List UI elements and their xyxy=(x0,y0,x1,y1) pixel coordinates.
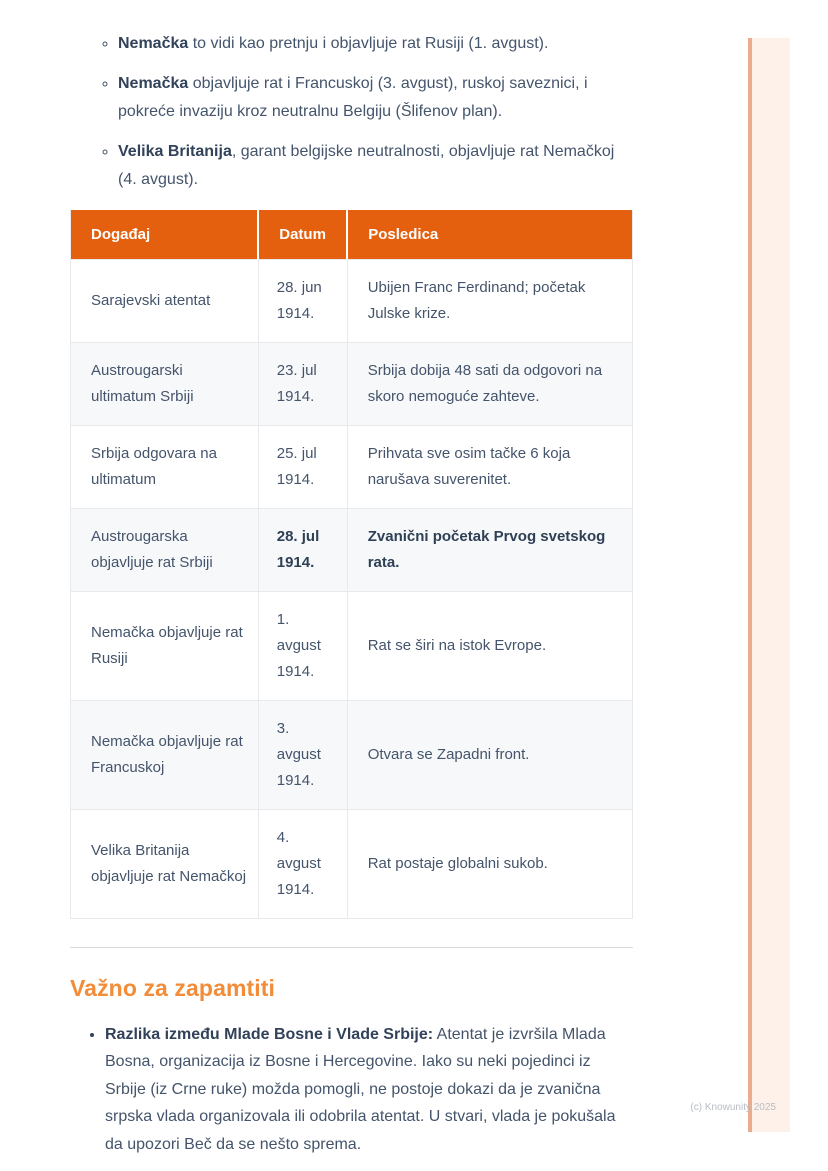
list-item xyxy=(118,138,633,195)
list-item-text: to vidi kao pretnju i objavljuje rat Rusiji (1. avgust). xyxy=(188,35,549,52)
consequence-cell: Srbija dobija 48 sati da odgovori na skoro nemoguće zahteve. xyxy=(347,342,632,425)
column-header-event: Događaj xyxy=(71,210,259,260)
table-row xyxy=(71,700,633,809)
table-row xyxy=(71,591,633,700)
list-item-text: objavljuje rat i Francuskoj (3. avgust), ruskoj saveznici, i pokreće invaziju kroz neutralnu Belgiju (Šlifenov plan). xyxy=(118,74,588,120)
section-heading: Važno za zapamtiti xyxy=(70,974,276,1001)
date-cell: 23. jul 1914. xyxy=(258,342,347,425)
events-table-body xyxy=(71,259,633,918)
event-cell: Nemačka objavljuje rat Francuskoj xyxy=(71,700,259,809)
date-cell: 3. avgust 1914. xyxy=(258,700,347,809)
events-table xyxy=(70,210,633,919)
event-cell: Velika Britanija objavljuje rat Nemačkoj xyxy=(71,809,259,918)
consequence-cell: Zvanični početak Prvog svetskog rata. xyxy=(347,508,632,591)
date-cell: 28. jun 1914. xyxy=(258,259,347,342)
consequence-cell: Rat postaje globalni sukob. xyxy=(347,809,632,918)
consequence-cell: Rat se širi na istok Evrope. xyxy=(347,591,632,700)
event-cell: Austrougarska objavljuje rat Srbiji xyxy=(71,508,259,591)
consequence-cell: Ubijen Franc Ferdinand; početak Julske krize. xyxy=(347,259,632,342)
note-bold-lead: Razlika između Mlade Bosne i Vlade Srbije: xyxy=(105,1025,434,1043)
event-cell: Nemačka objavljuje rat Rusiji xyxy=(71,591,259,700)
date-cell: 28. jul 1914. xyxy=(258,508,347,591)
date-cell: 1. avgust 1914. xyxy=(258,591,347,700)
event-cell: Srbija odgovara na ultimatum xyxy=(71,425,259,508)
date-cell: 25. jul 1914. xyxy=(258,425,347,508)
column-header-consequence: Posledica xyxy=(347,210,632,260)
list-item xyxy=(118,70,633,127)
header-row xyxy=(71,210,633,260)
date-cell: 4. avgust 1914. xyxy=(258,809,347,918)
table-row xyxy=(71,425,633,508)
list-item xyxy=(118,30,633,59)
document-content xyxy=(70,30,633,1158)
column-header-date: Datum xyxy=(258,210,347,260)
note-item xyxy=(105,1021,633,1159)
table-row xyxy=(71,809,633,918)
list-item-bold-lead: Nemačka xyxy=(118,35,189,52)
table-row xyxy=(71,508,633,591)
table-row xyxy=(71,259,633,342)
table-row xyxy=(71,342,633,425)
event-cell: Sarajevski atentat xyxy=(71,259,259,342)
section-divider xyxy=(70,947,633,948)
page-edge-stripe xyxy=(748,38,790,1132)
event-cell: Austrougarski ultimatum Srbiji xyxy=(71,342,259,425)
intro-bullet-list xyxy=(70,30,633,195)
copyright-watermark: (c) Knowunity 2025 xyxy=(690,1102,776,1113)
list-item-bold-lead: Velika Britanija xyxy=(118,142,232,160)
list-item-bold-lead: Nemačka xyxy=(118,74,189,92)
consequence-cell: Otvara se Zapadni front. xyxy=(347,700,632,809)
list-item-text: , garant belgijske neutralnosti, objavljuje rat Nemačkoj (4. avgust). xyxy=(118,142,615,188)
consequence-cell: Prihvata sve osim tačke 6 koja narušava suverenitet. xyxy=(347,425,632,508)
events-table-header xyxy=(71,210,633,260)
note-text: Atentat je izvršila Mlada Bosna, organizacija iz Bosne i Hercegovine. Iako su neki pojedinci iz Srbije (iz Crne ruke) možda pomogli, ne postoje dokazi da je zvanična srpska vlada organizovala ili odobrila atentat. U stvari, vlada je pokušala da upozori Beč da se nešto sprema. xyxy=(105,1025,616,1153)
note-bullet-list xyxy=(70,1021,633,1159)
